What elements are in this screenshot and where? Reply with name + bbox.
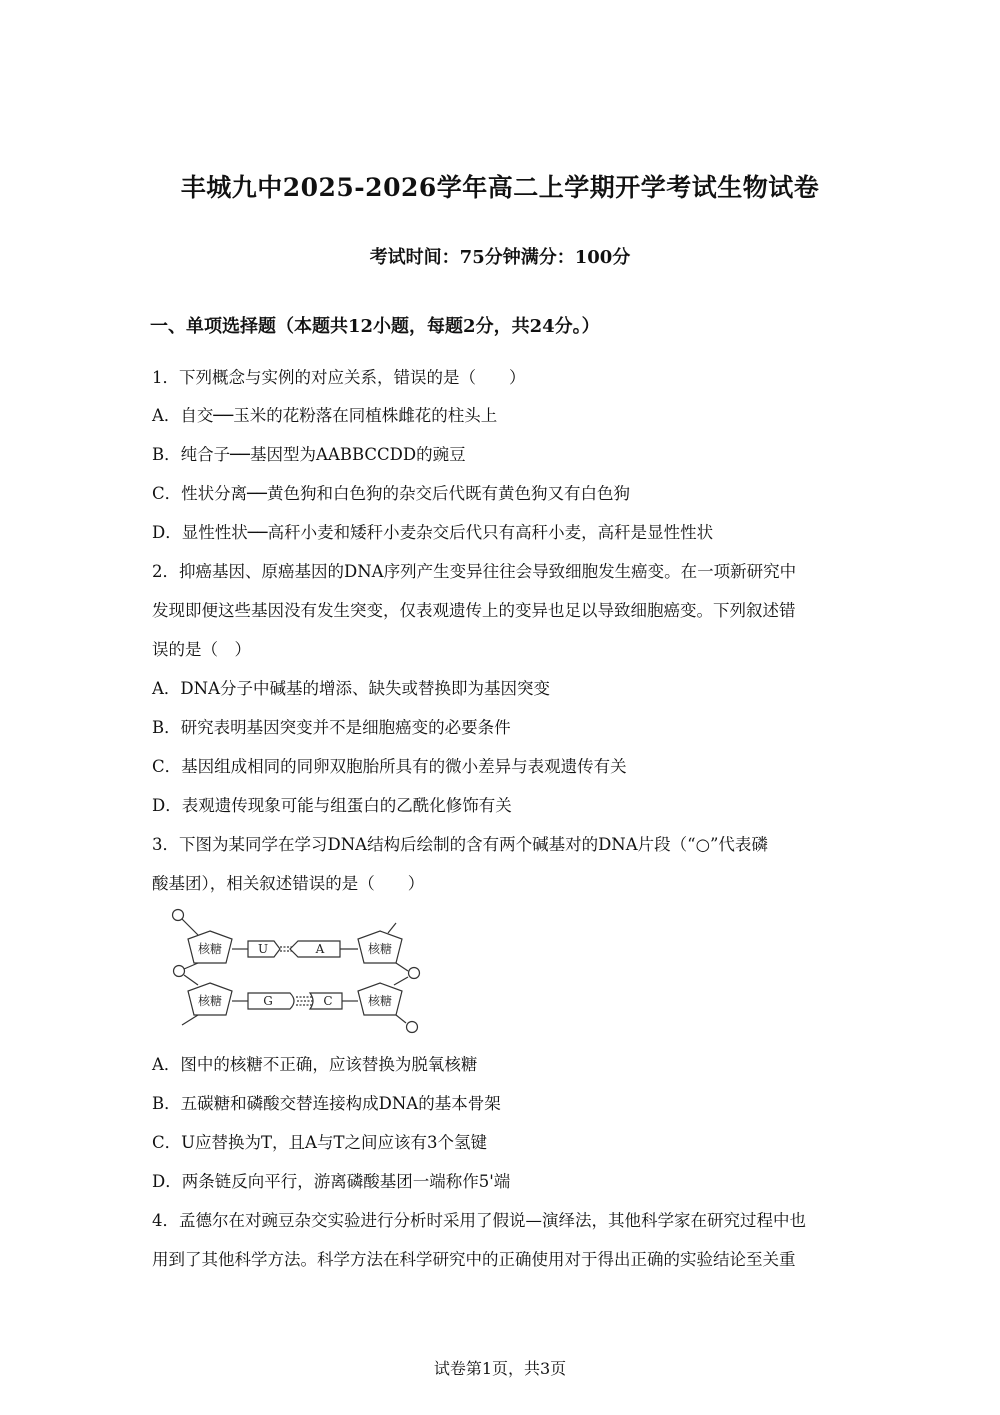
sugar-label: 核糖 (367, 994, 393, 1008)
phosphate-circle (173, 910, 184, 921)
question-3-stem-line1: 3．下图为某同学在学习DNA结构后绘制的含有两个碱基对的DNA片段（“○”代表磷 (152, 835, 768, 854)
exam-info: 考试时间：75分钟满分：100分 (369, 247, 631, 268)
question-2-option-b: B．研究表明基因突变并不是细胞癌变的必要条件 (152, 718, 511, 737)
base-label-c: C (323, 994, 333, 1008)
question-3-option-c: C．U应替换为T，且A与T之间应该有3个氢键 (152, 1133, 487, 1152)
question-3-option-a: A．图中的核糖不正确，应该替换为脱氧核糖 (152, 1055, 478, 1074)
question-4-stem-line2: 用到了其他科学方法。科学方法在科学研究中的正确使用对于得出正确的实验结论至关重 (152, 1250, 796, 1269)
base-label-u: U (257, 942, 269, 956)
question-1-option-b: B．纯合子──基因型为AABBCCDD的豌豆 (152, 445, 466, 464)
phosphate-circle (174, 966, 185, 977)
question-2-option-c: C．基因组成相同的同卵双胞胎所具有的微小差异与表观遗传有关 (152, 757, 627, 776)
sugar-label: 核糖 (197, 994, 223, 1008)
dna-fragment-diagram (170, 905, 430, 1035)
section-heading: 一、单项选择题（本题共12小题，每题2分，共24分。） (150, 316, 600, 337)
exam-title: 丰城九中2025-2026学年高二上学期开学考试生物试卷 (180, 173, 820, 202)
page-footer: 试卷第1页，共3页 (433, 1359, 567, 1378)
question-1-option-c: C．性状分离──黄色狗和白色狗的杂交后代既有黄色狗又有白色狗 (152, 484, 630, 503)
question-2-stem-line1: 2．抑癌基因、原癌基因的DNA序列产生变异往往会导致细胞发生癌变。在一项新研究中 (152, 562, 797, 581)
base-label-g: G (263, 994, 273, 1008)
question-1-option-a: A．自交──玉米的花粉落在同植株雌花的柱头上 (152, 406, 498, 425)
question-3-option-b: B．五碳糖和磷酸交替连接构成DNA的基本骨架 (152, 1094, 501, 1113)
question-3-option-d: D．两条链反向平行，游离磷酸基团一端称作5'端 (152, 1172, 511, 1191)
question-2-option-a: A．DNA分子中碱基的增添、缺失或替换即为基因突变 (152, 679, 550, 698)
sugar-label: 核糖 (197, 942, 223, 956)
sugar-label: 核糖 (367, 942, 393, 956)
question-2-option-d: D．表观遗传现象可能与组蛋白的乙酰化修饰有关 (152, 796, 512, 815)
question-2-stem-line3: 误的是（ ） (152, 640, 251, 659)
question-1-option-d: D．显性性状──高秆小麦和矮秆小麦杂交后代只有高秆小麦，高秆是显性性状 (152, 523, 714, 542)
phosphate-circle (409, 968, 420, 979)
phosphate-circle (407, 1022, 418, 1033)
question-1-stem: 1．下列概念与实例的对应关系，错误的是（ ） (152, 368, 526, 387)
question-4-stem-line1: 4．孟德尔在对豌豆杂交实验进行分析时采用了假说—演绎法，其他科学家在研究过程中也 (152, 1211, 806, 1230)
base-label-a: A (315, 942, 325, 956)
question-3-stem-line2: 酸基团），相关叙述错误的是（ ） (152, 874, 425, 893)
question-2-stem-line2: 发现即便这些基因没有发生突变，仅表观遗传上的变异也足以导致细胞癌变。下列叙述错 (152, 601, 796, 620)
